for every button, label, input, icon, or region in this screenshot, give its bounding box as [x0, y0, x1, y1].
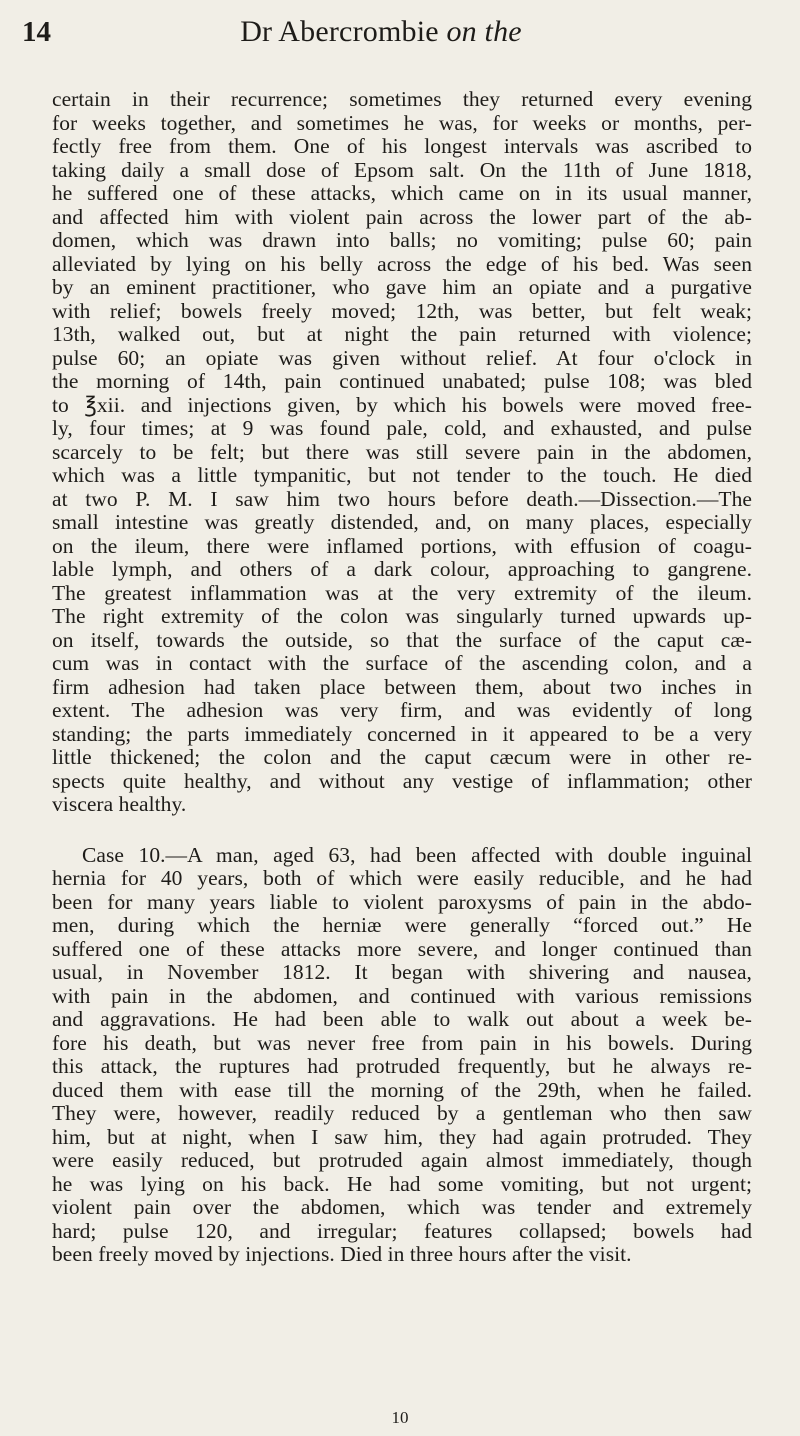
text-line: at two P. M. I saw him two hours before death.—Dissection.—The: [52, 486, 752, 511]
text-line: on itself, towards the outside, so that the surface of the caput cæ-: [52, 627, 752, 652]
text-line: firm adhesion had taken place between them, about two inches in: [52, 674, 752, 699]
text-line: The right extremity of the colon was singularly turned upwards up-: [52, 604, 752, 628]
page-number: 14: [22, 16, 51, 48]
text-line: he was lying on his back. He had some vomiting, but not urgent;: [52, 1171, 752, 1196]
text-line: to ℥xii. and injections given, by which his bowels were moved free-: [52, 392, 752, 417]
text-line: suffered one of these attacks more severe, and longer continued than: [52, 936, 752, 961]
text-line: were easily reduced, but protruded again almost immediately, though: [52, 1148, 752, 1172]
signature-mark: 10: [391, 1408, 409, 1427]
text-line: lable lymph, and others of a dark colour, approaching to gangrene.: [52, 557, 752, 581]
text-line: ly, four times; at 9 was found pale, cold, and exhausted, and pulse: [52, 416, 752, 440]
text-line: for weeks together, and sometimes he was, for weeks or months, per-: [52, 110, 752, 135]
text-line: small intestine was greatly distended, and, on many places, especially: [52, 510, 752, 534]
text-line: by an eminent practitioner, who gave him an opiate and a purgative: [52, 275, 752, 299]
text-line: on the ileum, there were inflamed portions, with effusion of coagu-: [52, 533, 752, 558]
text-line: him, but at night, when I saw him, they had again protruded. They: [52, 1124, 752, 1149]
text-line: taking daily a small dose of Epsom salt. On the 11th of June 1818,: [52, 157, 752, 182]
text-line: certain in their recurrence; sometimes they returned every evening: [52, 87, 752, 111]
paragraph-2: [52, 844, 752, 1267]
text-line: cum was in contact with the surface of the ascending colon, and a: [52, 651, 752, 675]
text-line: with pain in the abdomen, and continued with various remissions: [52, 983, 752, 1008]
text-line: been for many years liable to violent paroxysms of pain in the abdo-: [52, 889, 752, 914]
text-line: The greatest inflammation was at the very extremity of the ileum.: [52, 580, 752, 605]
text-line: the morning of 14th, pain continued unabated; pulse 108; was bled: [52, 369, 752, 393]
text-line: fore his death, but was never free from pain in his bowels. During: [52, 1030, 752, 1055]
text-line: usual, in November 1812. It began with shivering and nausea,: [52, 960, 752, 984]
text-line: violent pain over the abdomen, which was tender and extremely: [52, 1195, 752, 1219]
text-line: this attack, the ruptures had protruded frequently, but he always re-: [52, 1054, 752, 1078]
text-line: been freely moved by injections. Died in three hours after the visit.: [52, 1242, 632, 1266]
running-head-italic: on the: [446, 15, 522, 48]
text-line: little thickened; the colon and the caput cæcum were in other re-: [52, 745, 752, 769]
text-line: fectly free from them. One of his longest intervals was ascribed to: [52, 134, 752, 158]
text-line: with relief; bowels freely moved; 12th, was better, but felt weak;: [52, 298, 752, 323]
text-line: standing; the parts immediately concerned in it appeared to be a very: [52, 721, 752, 746]
text-line: viscera healthy.: [52, 792, 187, 816]
text-line: Case 10.—A man, aged 63, had been affected with double inguinal: [82, 842, 752, 867]
text-line: hard; pulse 120, and irregular; features collapsed; bowels had: [52, 1218, 752, 1243]
paragraph-1: [52, 88, 752, 817]
text-line: duced them with ease till the morning of the 29th, when he failed.: [52, 1077, 752, 1102]
text-line: men, during which the herniæ were generally “forced out.” He: [52, 913, 752, 937]
text-line: and affected him with violent pain across the lower part of the ab-: [52, 204, 752, 229]
text-line: alleviated by lying on his belly across the edge of his bed. Was seen: [52, 251, 752, 276]
text-line: domen, which was drawn into balls; no vomiting; pulse 60; pain: [52, 228, 752, 252]
running-head: [22, 16, 740, 48]
text-line: he suffered one of these attacks, which came on in its usual manner,: [52, 181, 752, 205]
running-head-main: Dr Abercrombie: [240, 15, 447, 48]
text-line: pulse 60; an opiate was given without relief. At four o'clock in: [52, 345, 752, 370]
page-header: [22, 8, 740, 58]
text-line: spects quite healthy, and without any vestige of inflammation; other: [52, 768, 752, 793]
text-line: extent. The adhesion was very firm, and was evidently of long: [52, 698, 752, 722]
text-line: which was a little tympanitic, but not tender to the touch. He died: [52, 463, 752, 487]
text-line: 13th, walked out, but at night the pain returned with violence;: [52, 322, 752, 346]
text-line: hernia for 40 years, both of which were easily reducible, and he had: [52, 866, 752, 890]
body-text: [52, 88, 752, 1267]
text-line: scarcely to be felt; but there was still severe pain in the abdomen,: [52, 439, 752, 464]
text-line: and aggravations. He had been able to walk out about a week be-: [52, 1007, 752, 1031]
text-line: They were, however, readily reduced by a gentleman who then saw: [52, 1101, 752, 1125]
